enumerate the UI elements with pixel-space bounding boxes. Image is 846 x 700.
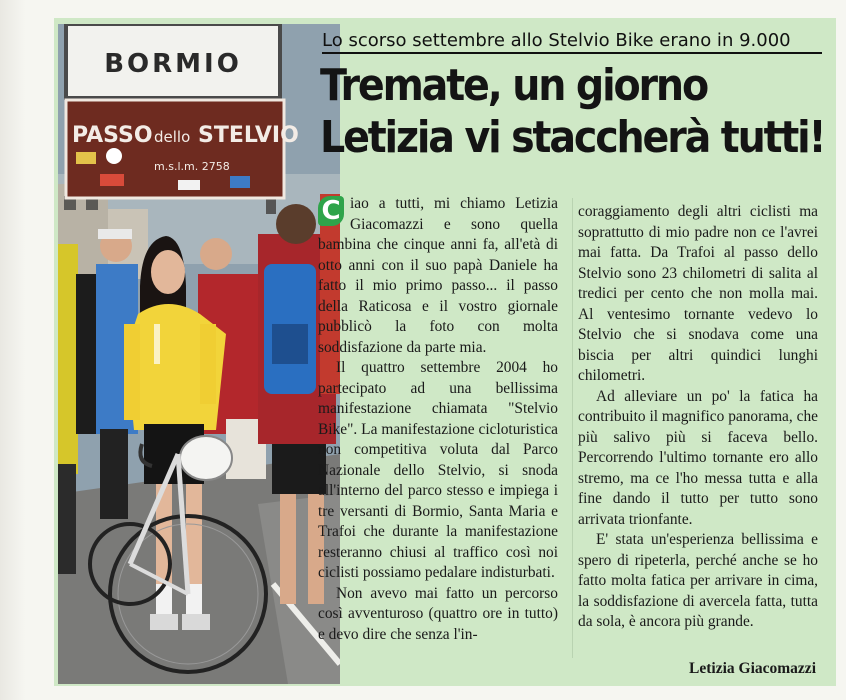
paragraph-1-text: iao a tutti, mi chiamo Letizia Giacomazzi e sono quella bambina che cinque anni fa, all'età di otto anni con il suo papà Daniele ha fatto il mio primo passo... il passo della Raticosa e il vostro giornale pubblicò la foto con molta soddisfazione da parte mia. bbox=[318, 195, 558, 356]
column-divider bbox=[572, 198, 573, 658]
drop-cap: C bbox=[318, 196, 344, 226]
photo-illustration bbox=[58, 24, 340, 684]
sign-altitude: m.s.l.m. 2758 bbox=[154, 160, 230, 173]
paragraph-3-start: Non avevo mai fatto un percorso così avventuroso (quattro ore in tutto) e devo dire che senza l'in- bbox=[318, 584, 558, 643]
sign-passo: PASSO bbox=[72, 123, 153, 148]
article-photo bbox=[58, 24, 340, 684]
sign-dello: dello bbox=[154, 128, 191, 146]
paragraph-3-end: coraggiamento degli altri ciclisti ma soprattutto di mio padre non ce l'avrei mai fatta. Da Trafoi al passo dello Stelvio sono 23 chilometri di salita al tredici per cento che non molla mai. Al ventesimo tornante vedevo lo Stelvio che si snodava come una biscia per altri quindici lunghi chilometri. bbox=[578, 203, 818, 384]
headline-line-1: Tremate, un giorno bbox=[320, 60, 707, 111]
article-kicker: Lo scorso settembre allo Stelvio Bike erano in 9.000 bbox=[322, 30, 822, 54]
article-column-1 bbox=[318, 194, 558, 645]
headline-line-2: Letizia vi staccherà tutti! bbox=[320, 112, 825, 163]
sign-bormio: BORMIO bbox=[104, 49, 242, 79]
article-column-2 bbox=[578, 202, 818, 633]
article-card bbox=[54, 18, 836, 686]
sign-stelvio: STELVIO bbox=[198, 123, 299, 148]
paragraph-2: Il quattro settembre 2004 ho partecipato ad una bellissima manifestazione chiamata "Stelvio Bike". La manifestazione cicloturistica non competitiva voluta dal Parco Nazionale dello Stelvio, si snoda all'interno del parco stesso e impiega i tre versanti di Bormio, Santa Maria e Trafoi che durante la manifestazione resteranno chiusi al traffico così noi ciclisti possiamo pedalare indisturbati. bbox=[318, 359, 558, 581]
paragraph-intro bbox=[318, 194, 558, 358]
paragraph-5: E' stata un'esperienza bellissima e spero di ripeterla, perché anche se ho fatto molta fatica per arrivare in cima, la soddisfazione di avercela fatta, tutta da sola, è ancora più grande. bbox=[578, 531, 818, 630]
article-headline bbox=[320, 60, 825, 164]
author-signature: Letizia Giacomazzi bbox=[689, 660, 816, 677]
paragraph-4: Ad alleviare un po' la fatica ha contribuito il magnifico panorama, che più salivo più si faceva bello. Percorrendo l'ultimo tornante ero allo stremo, ma ce l'ho messa tutta e alla fine dando il tutto per tutto sono arrivata trionfante. bbox=[578, 387, 818, 528]
